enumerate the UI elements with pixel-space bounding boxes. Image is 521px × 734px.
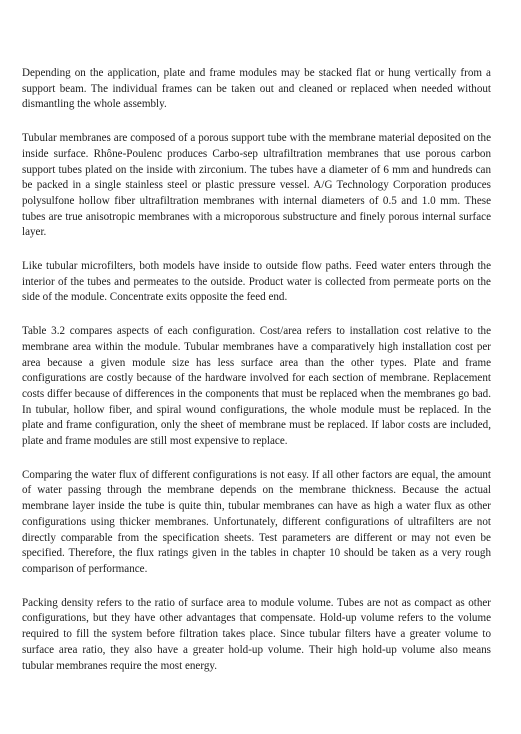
paragraph-flow-paths: Like tubular microfilters, both models have inside to outside flow paths. Feed water enters through the interior of the tubes and permeates to the outside. Product water is collected from permeate ports on the side of the module. Concentrate exits opposite the feed end. [22,260,491,304]
paragraph-table-comparison: Table 3.2 compares aspects of each configuration. Cost/area refers to installation cost relative to the membrane area within the module. Tubular membranes have a comparatively high installation cost per area because a given module size has less surface area than the other types. Plate and frame configurations are costly because of the hardware involved for each section of membrane. Replacement costs differ because of differences in the components that must be replaced when the membranes go bad. In tubular, hollow fiber, and spiral wound configurations, the whole module must be replaced. In the plate and frame configuration, only the sheet of membrane must be replaced. If labor costs are included, plate and frame modules are still most expensive to replace. [22,325,491,448]
paragraph-water-flux: Comparing the water flux of different configurations is not easy. If all other factors are equal, the amount of water passing through the membrane depends on the membrane thickness. Because the actual membrane layer inside the tube is quite thin, tubular membranes can have as high a water flux as other configurations using thicker membranes. Unfortunately, different configurations of ultrafilters are not directly comparable from the specification sheets. Test parameters are different or may not even be specified. Therefore, the flux ratings given in the tables in chapter 10 should be taken as a very rough comparison of performance. [22,468,491,575]
paragraph-tubular-membranes: Tubular membranes are composed of a porous support tube with the membrane material deposited on the inside surface. Rhône-Poulenc produces Carbo-sep ultrafiltration membranes that use porous carbon support tubes plated on the inside with zirconium. The tubes have a diameter of 6 mm and hundreds can be packed in a single stainless steel or plastic pressure vessel. A/G Technology Corporation produces polysulfone hollow fiber ultrafiltration membranes with internal diameters of 0.5 and 1.0 mm. These tubes are true anisotropic membranes with a microporous substructure and finely porous internal surface layer. [22,132,491,239]
paragraph-packing-density: Packing density refers to the ratio of surface area to module volume. Tubes are not as compact as other configurations, but they have other advantages that compensate. Hold-up volume refers to the volume required to fill the system before filtration takes place. Since tubular filters have a greater volume to surface area ratio, they also have a greater hold-up volume. Their high hold-up volume also means tubular membranes require the most energy. [22,596,491,672]
paragraph-plate-frame: Depending on the application, plate and frame modules may be stacked flat or hung vertically from a support beam. The individual frames can be taken out and cleaned or replaced when needed without dismantling the whole assembly. [22,67,491,111]
body-text [22,66,491,674]
